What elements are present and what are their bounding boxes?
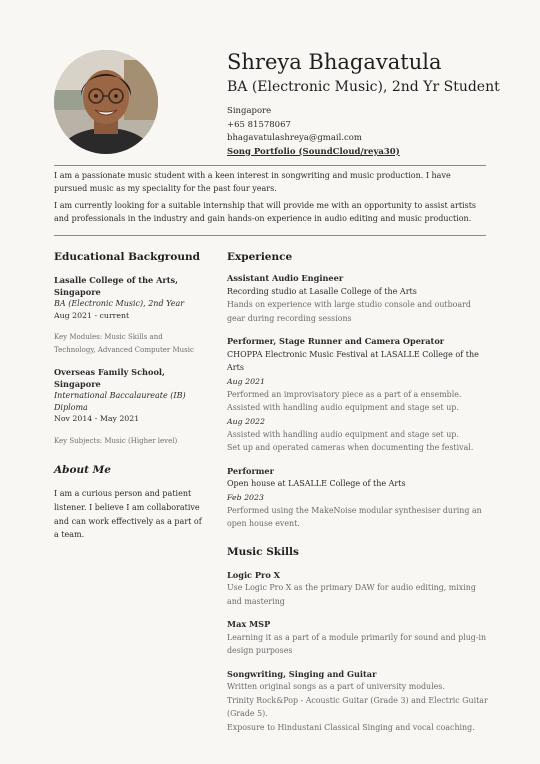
job-place: Open house at LASALLE College of the Arts [227,479,406,488]
contact-block [227,105,400,159]
skill-description: Written original songs as a part of university modules. [227,682,445,691]
job-date: Aug 2022 [227,416,265,426]
summary-paragraph: I am a passionate music student with a keen interest in songwriting and music production. I have pursued music as my speciality for the past four years. [54,171,451,193]
key-subjects-note: Key Subjects: Music (Higher level) [54,436,178,445]
job-title: Performer [227,465,274,476]
job-title: Performer, Stage Runner and Camera Operator [227,336,445,346]
skill-description: Learning it as a part of a module primarily for sound and plug-in design purposes [227,632,487,655]
skill-description: Trinity Rock&Pop - Acoustic Guitar (Grade 3) and Electric Guitar (Grade 5). [227,695,488,718]
job-date: Feb 2023 [227,492,264,502]
education-heading: Educational Background [54,251,200,263]
job-title: Assistant Audio Engineer [227,273,344,283]
education-dates: Aug 2021 - current [54,310,130,320]
summary-section [54,170,486,230]
job-place: Recording studio at Lasalle College of the Arts [227,286,417,296]
portfolio-link[interactable]: Song Portfolio (SoundCloud/reya30) [227,146,400,157]
job-description: Assisted with handling audio equipment and stage set up. [227,403,459,412]
skill-description: Exposure to Hindustani Classical Singing and vocal coaching. [227,722,475,732]
school-name: Lasalle College of the Arts, Singapore [54,275,178,297]
job-description: Set up and operated cameras when documenting the festival. [227,443,474,452]
skill-title: Songwriting, Singing and Guitar [227,668,377,679]
job-description: Assisted with handling audio equipment and stage set up. [227,429,459,439]
skill-title: Max MSP [227,619,271,629]
job-description: Performed an improvisatory piece as a part of a ensemble. [227,389,462,399]
skill-description: Use Logic Pro X as the primary DAW for audio editing, mixing and mastering [227,583,476,606]
school-name: Overseas Family School, Singapore [54,367,165,389]
candidate-name: Shreya Bhagavatula [227,50,442,74]
key-modules-note: Key Modules: Music Skills and Technology, Advanced Computer Music [54,333,194,354]
divider-bottom [54,235,486,236]
about-heading: About Me [54,464,111,476]
profile-photo [54,50,158,154]
left-column [54,250,204,542]
education-dates: Nov 2014 - May 2021 [54,414,140,423]
email-link[interactable]: bhagavatulashreya@gmail.com [227,133,362,143]
candidate-title: BA (Electronic Music), 2nd Yr Student [227,79,500,95]
divider-top [54,165,486,166]
job-date: Aug 2021 [227,376,265,386]
degree-text: BA (Electronic Music), 2nd Year [54,299,185,308]
experience-heading: Experience [227,251,293,263]
summary-paragraph: I am currently looking for a suitable internship that will provide me with an opportunity to assist artists and professionals in the industry and gain hands-on experience in audio editing and music production. [54,201,477,223]
about-text: I am a curious person and patient listener. I believe I am collaborative and can work effectively as a part of a team. [54,489,202,540]
skill-title: Logic Pro X [227,569,281,580]
skills-heading: Music Skills [227,545,299,558]
degree-text: International Baccalaureate (IB) Diploma [54,391,186,412]
location-text: Singapore [227,106,272,116]
right-column [227,250,489,734]
job-place: CHOPPA Electronic Music Festival at LASALLE College of the Arts [227,349,479,372]
job-description: Hands on experience with large studio console and outboard gear during recording sessions [227,300,471,323]
phone-text: +65 81578067 [227,119,291,130]
job-description: Performed using the MakeNoise modular synthesiser during an open house event. [227,505,482,528]
